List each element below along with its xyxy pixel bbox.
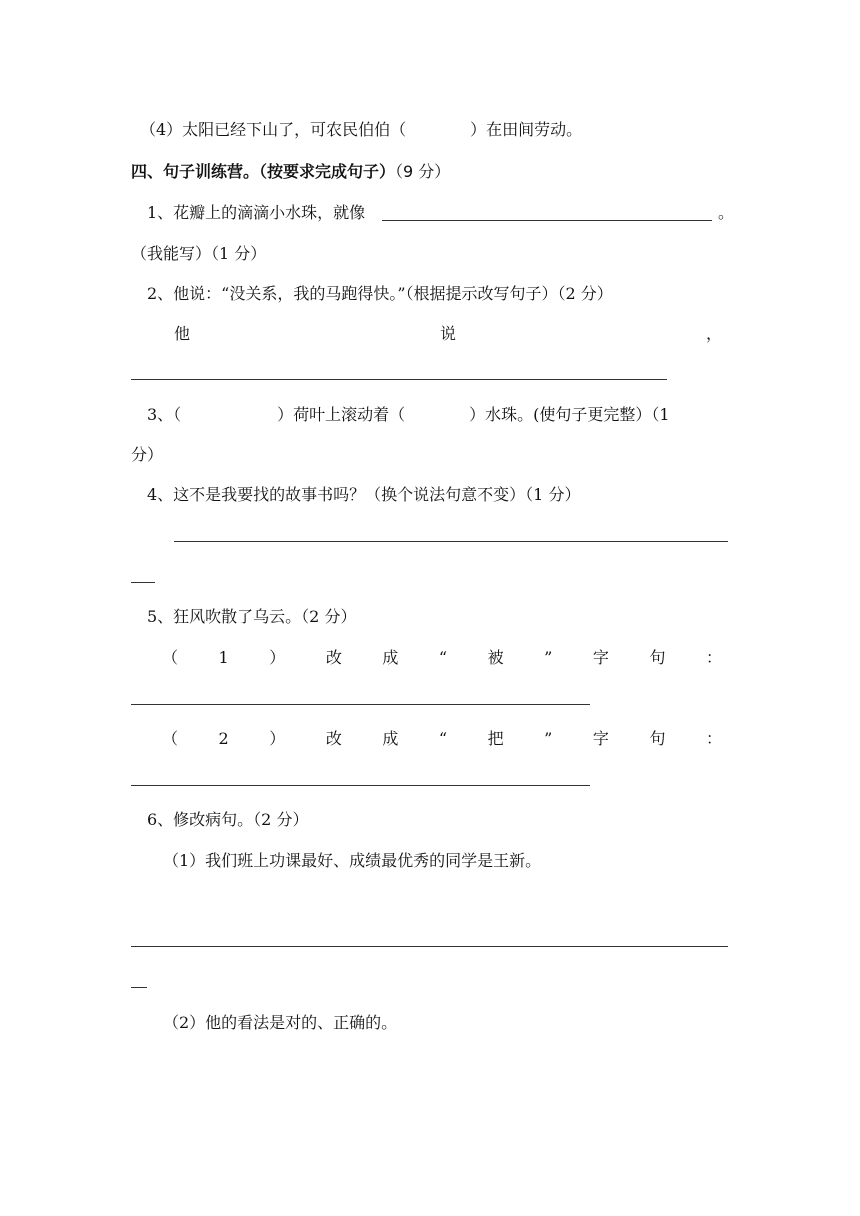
prompt-char: 把	[487, 729, 504, 748]
prompt-char: 句	[649, 648, 666, 667]
prompt-char: 1	[218, 648, 229, 667]
sentence-3-prompt: 3、（ ）荷叶上滚动着（ ）水珠。(使句子更完整）（1	[147, 405, 670, 424]
prompt-char: ）	[269, 648, 286, 667]
answer-char: 说	[439, 324, 456, 343]
sentence-1-note: （我能写）（1 分）	[131, 244, 267, 263]
sentence-6-item-1: （1）我们班上功课最好、成绩最优秀的同学是王新。	[163, 851, 542, 870]
sentence-5-part-2-prompt	[162, 729, 722, 749]
prompt-char: 改	[325, 729, 342, 748]
sentence-5-part-1-answer-line[interactable]	[131, 704, 590, 705]
sentence-2-prompt: 2、他说：“没关系，我的马跑得快。”（根据提示改写句子）（2 分）	[147, 284, 613, 303]
prompt-char: 句	[649, 729, 666, 748]
sentence-6-item-1-answer-line-tail[interactable]	[131, 987, 147, 988]
prompt-char: （	[162, 648, 179, 667]
sentence-6-prompt: 6、修改病句。（2 分）	[147, 810, 309, 829]
prompt-char: 成	[382, 729, 399, 748]
prompt-char: （	[162, 729, 179, 748]
sentence-3-continuation: 分）	[131, 445, 164, 464]
prompt-char: 字	[592, 648, 609, 667]
sentence-5-prompt: 5、狂风吹散了乌云。（2 分）	[147, 607, 357, 626]
prompt-char: 字	[592, 729, 609, 748]
sentence-1-end: 。	[718, 203, 735, 222]
sentence-4-prompt: 4、这不是我要找的故事书吗？（换个说法句意不变）（1 分）	[147, 485, 581, 504]
prompt-char: “	[438, 648, 448, 667]
prompt-char: 2	[218, 729, 229, 748]
prompt-char: ”	[544, 648, 553, 667]
prompt-char: 成	[382, 648, 399, 667]
sentence-6-item-2: （2）他的看法是对的、正确的。	[163, 1013, 398, 1032]
sentence-5-part-1-prompt	[162, 648, 722, 668]
section-4-heading	[131, 162, 450, 182]
sentence-5-part-2-answer-line[interactable]	[131, 785, 590, 786]
prompt-char: ：	[705, 729, 722, 748]
sentence-4-answer-line[interactable]	[174, 541, 728, 542]
section-4-title: 四、句子训练营。（按要求完成句子）	[131, 162, 396, 181]
prompt-char: ）	[269, 729, 286, 748]
prompt-char: ：	[705, 648, 722, 667]
sentence-2-answer-start	[174, 324, 722, 344]
answer-char: 他	[174, 324, 191, 343]
sentence-6-item-1-answer-line[interactable]	[131, 946, 728, 947]
sentence-2-answer-line[interactable]	[131, 379, 667, 380]
prompt-char: 被	[487, 648, 504, 667]
section-4-score: （9 分）	[395, 162, 451, 181]
sentence-4-answer-line-tail[interactable]	[131, 582, 155, 583]
prompt-char: ”	[544, 729, 553, 748]
answer-char: ，	[705, 324, 722, 343]
sentence-1-prompt: 1、花瓣上的滴滴小水珠，就像	[147, 203, 366, 222]
question-4-item-4: （4）太阳已经下山了，可农民伯伯（ ）在田间劳动。	[140, 120, 583, 139]
sentence-1-answer-line[interactable]	[382, 220, 712, 221]
prompt-char: 改	[325, 648, 342, 667]
prompt-char: “	[438, 729, 448, 748]
